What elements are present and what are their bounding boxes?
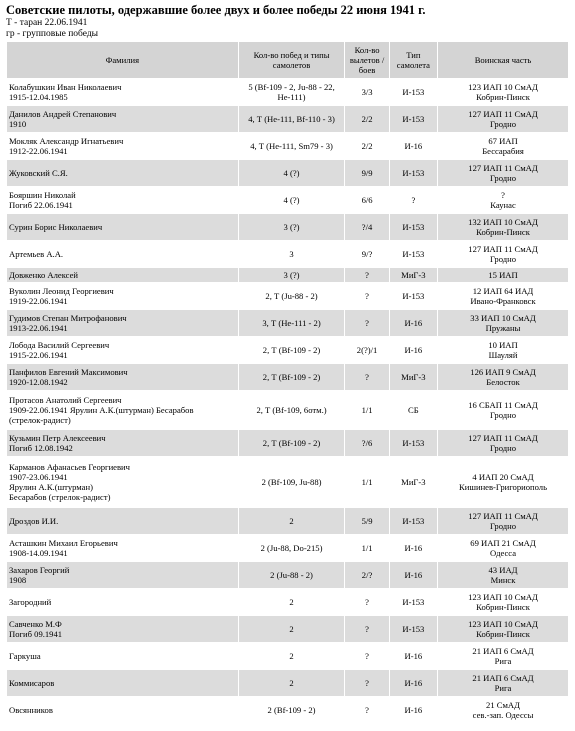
cell-victories [239, 133, 345, 159]
table-row [7, 391, 568, 429]
cell-victories [239, 643, 345, 669]
cell-unit-line: 21 СмАД [486, 700, 520, 710]
cell-sorties: 1/1 [345, 391, 388, 429]
cell-name [7, 457, 238, 507]
cell-aircraft: СБ [390, 391, 437, 429]
cell-victories [239, 187, 345, 213]
cell-name [7, 160, 238, 186]
cell-name-line: 1919-22.06.1941 [9, 296, 68, 306]
cell-name [7, 535, 238, 561]
cell-victories [239, 391, 345, 429]
cell-victories [239, 508, 345, 534]
cell-unit-line: 127 ИАП 11 СмАД [468, 163, 538, 173]
cell-name-line: Дроздов И.И. [9, 516, 59, 526]
cell-name-line: 1910 [9, 119, 27, 129]
cell-unit [438, 535, 568, 561]
cell-victories-line: 3 [289, 249, 294, 259]
cell-name-line: Гудимов Степан Митрофанович [9, 313, 127, 323]
cell-name-line: Карманов Афанасьев Георгиевич [9, 462, 130, 472]
cell-victories [239, 670, 345, 696]
cell-sorties: ? [345, 310, 388, 336]
table-row [7, 283, 568, 309]
cell-unit [438, 562, 568, 588]
cell-name-line: Протасов Анатолий Сергеевич [9, 395, 122, 405]
cell-name-line: Гаркуша [9, 651, 41, 661]
header-aircraft: Тип самолета [390, 42, 437, 78]
table-row [7, 79, 568, 105]
cell-unit-line: Гродно [489, 173, 517, 183]
cell-unit-line: 43 ИАД [488, 565, 518, 575]
cell-name-line: Артемьев А.А. [9, 249, 64, 259]
cell-unit [438, 697, 568, 723]
cell-aircraft: МиГ-3 [390, 364, 437, 390]
cell-aircraft: И-16 [390, 697, 437, 723]
cell-unit-line: Пружаны [485, 323, 521, 333]
cell-unit [438, 589, 568, 615]
cell-name-line: Мокляк Александр Игнатьевич [9, 136, 124, 146]
cell-name [7, 562, 238, 588]
cell-unit-line: Гродно [489, 521, 517, 531]
cell-name [7, 697, 238, 723]
cell-sorties: ?/4 [345, 214, 388, 240]
cell-unit-line: Гродно [489, 410, 517, 420]
table-row [7, 508, 568, 534]
cell-aircraft: И-153 [390, 241, 437, 267]
cell-sorties: ? [345, 697, 388, 723]
cell-name-line: 1912-22.06.1941 [9, 146, 68, 156]
cell-name [7, 283, 238, 309]
cell-name [7, 364, 238, 390]
cell-unit [438, 310, 568, 336]
cell-aircraft: И-153 [390, 160, 437, 186]
cell-unit-line: Ивано-Франковск [470, 296, 536, 306]
table-row [7, 337, 568, 363]
cell-name-line: 1909-22.06.1941 Ярулин А.К.(штурман) Бесарабов [9, 405, 194, 415]
cell-name-line: Бесарабов (стрелок-радист) [9, 492, 111, 502]
table-row [7, 697, 568, 723]
cell-victories-line: 4 (?) [283, 195, 300, 205]
table-row [7, 616, 568, 642]
cell-name-line: Коммисаров [9, 678, 55, 688]
cell-name [7, 430, 238, 456]
cell-unit-line: Рига [494, 656, 512, 666]
cell-unit-line: Каунас [490, 200, 516, 210]
cell-name-line: 1908-14.09.1941 [9, 548, 68, 558]
cell-victories-line: 2 [289, 597, 294, 607]
cell-name-line: 1915-22.06.1941 [9, 350, 68, 360]
cell-unit [438, 364, 568, 390]
cell-aircraft: ? [390, 187, 437, 213]
cell-name-line: Вуколин Леонид Георгиевич [9, 286, 114, 296]
cell-name-line: 1913-22.06.1941 [9, 323, 68, 333]
cell-unit-line: 127 ИАП 11 СмАД [468, 244, 538, 254]
cell-victories-line: 3 (?) [283, 270, 300, 280]
cell-victories-line: 2, Т (Bf-109 - 2) [262, 372, 321, 382]
cell-victories [239, 562, 345, 588]
cell-unit-line: 123 ИАП 10 СмАД [468, 592, 538, 602]
cell-unit [438, 283, 568, 309]
cell-name [7, 106, 238, 132]
cell-unit-line: 33 ИАП 10 СмАД [470, 313, 536, 323]
cell-aircraft: И-16 [390, 133, 437, 159]
table-row [7, 268, 568, 282]
cell-victories-line: 2, Т (Ju-88 - 2) [265, 291, 318, 301]
cell-name-line: 1907-23.06.1941 [9, 472, 68, 482]
cell-aircraft: И-16 [390, 535, 437, 561]
cell-unit-line: 127 ИАП 11 СмАД [468, 109, 538, 119]
cell-victories [239, 535, 345, 561]
cell-sorties: ? [345, 364, 388, 390]
cell-victories [239, 457, 345, 507]
cell-victories [239, 214, 345, 240]
cell-victories [239, 697, 345, 723]
table-row [7, 160, 568, 186]
cell-sorties: 1/1 [345, 535, 388, 561]
cell-unit-line: Минск [490, 575, 516, 585]
cell-sorties: 2/2 [345, 133, 388, 159]
cell-unit [438, 670, 568, 696]
cell-aircraft: И-153 [390, 508, 437, 534]
cell-name [7, 589, 238, 615]
cell-aircraft: И-16 [390, 562, 437, 588]
cell-unit [438, 430, 568, 456]
cell-name [7, 187, 238, 213]
cell-aircraft: И-153 [390, 589, 437, 615]
cell-unit-line: 4 ИАП 20 СмАД [472, 472, 534, 482]
cell-sorties: 2/2 [345, 106, 388, 132]
cell-name-line: Довженко Алексей [9, 270, 78, 280]
cell-unit-line: 21 ИАП 6 СмАД [472, 673, 534, 683]
cell-victories [239, 589, 345, 615]
cell-aircraft: И-16 [390, 310, 437, 336]
cell-aircraft: И-16 [390, 643, 437, 669]
cell-aircraft: МиГ-3 [390, 457, 437, 507]
cell-name-line: Лобода Василий Сергеевич [9, 340, 110, 350]
cell-sorties: ? [345, 670, 388, 696]
cell-unit-line: Гродно [489, 443, 517, 453]
cell-unit-line: 67 ИАП [488, 136, 518, 146]
cell-name-line: Колабушкин Иван Николаевич [9, 82, 122, 92]
table-row [7, 133, 568, 159]
cell-sorties: ? [345, 283, 388, 309]
cell-victories-line: 2 (Bf-109 - 2) [267, 705, 316, 715]
pilots-table [6, 41, 569, 724]
cell-name-line: Овсянников [9, 705, 53, 715]
cell-unit-line: сев.-зап. Одессы [472, 710, 534, 720]
table-header-row [7, 42, 568, 78]
cell-aircraft: И-153 [390, 283, 437, 309]
cell-unit-line: Белосток [486, 377, 520, 387]
cell-aircraft: И-153 [390, 79, 437, 105]
cell-victories-line: 4, Т (He-111, Bf-110 - 3) [248, 114, 335, 124]
cell-unit-line: 69 ИАП 21 СмАД [470, 538, 536, 548]
table-row [7, 670, 568, 696]
cell-unit [438, 106, 568, 132]
cell-sorties: 3/3 [345, 79, 388, 105]
cell-victories-line: 3 (?) [283, 222, 300, 232]
table-body [7, 79, 568, 723]
cell-victories-line: 5 (Bf-109 - 2, Ju-88 - 22, [248, 82, 335, 92]
cell-unit-line: Рига [494, 683, 512, 693]
cell-victories-line: 2, Т (Bf-109, 6отм.) [256, 405, 327, 415]
cell-name-line: Погиб 12.08.1942 [9, 443, 73, 453]
cell-aircraft: И-153 [390, 214, 437, 240]
cell-victories-line: He-111) [277, 92, 306, 102]
table-row [7, 430, 568, 456]
cell-name [7, 310, 238, 336]
cell-name-line: Панфилов Евгений Максимович [9, 367, 128, 377]
cell-name-line: 1920-12.08.1942 [9, 377, 68, 387]
cell-victories-line: 2, Т (Bf-109 - 2) [262, 345, 321, 355]
cell-sorties: 1/1 [345, 457, 388, 507]
cell-aircraft: И-16 [390, 337, 437, 363]
cell-unit-line: 16 СБАП 11 СмАД [468, 400, 538, 410]
cell-aircraft: И-153 [390, 430, 437, 456]
cell-unit-line: Кишинев-Григориополь [459, 482, 548, 492]
cell-victories [239, 616, 345, 642]
cell-unit [438, 79, 568, 105]
cell-unit-line: Кобрин-Пинск [476, 92, 530, 102]
table-row [7, 106, 568, 132]
cell-unit-line: 10 ИАП [488, 340, 518, 350]
table-row [7, 562, 568, 588]
cell-victories-line: 2 (Bf-109, Ju-88) [261, 477, 322, 487]
cell-unit-line: Гродно [489, 254, 517, 264]
cell-sorties: ? [345, 268, 388, 282]
cell-unit-line: 132 ИАП 10 СмАД [468, 217, 538, 227]
cell-unit-line: Кобрин-Пинск [476, 602, 530, 612]
cell-name-line: (стрелок-радист) [9, 415, 71, 425]
cell-unit [438, 268, 568, 282]
cell-victories [239, 106, 345, 132]
cell-name [7, 337, 238, 363]
cell-victories [239, 337, 345, 363]
cell-sorties: ?/6 [345, 430, 388, 456]
cell-name [7, 616, 238, 642]
cell-unit [438, 616, 568, 642]
cell-victories-line: 2 (Ju-88, Do-215) [260, 543, 323, 553]
cell-sorties: ? [345, 616, 388, 642]
cell-unit-line: 12 ИАП 64 ИАД [472, 286, 534, 296]
cell-sorties: 6/6 [345, 187, 388, 213]
cell-victories-line: 2 [289, 651, 294, 661]
cell-victories [239, 241, 345, 267]
cell-name [7, 670, 238, 696]
cell-name-line: Кузьмин Петр Алексеевич [9, 433, 106, 443]
cell-name-line: Погиб 09.1941 [9, 629, 63, 639]
table-row [7, 241, 568, 267]
cell-unit [438, 391, 568, 429]
cell-name-line: Ярулин А.К.(штурман) [9, 482, 93, 492]
cell-sorties: 2(?)/1 [345, 337, 388, 363]
header-unit: Воинская часть [438, 42, 568, 78]
cell-unit [438, 643, 568, 669]
cell-victories-line: 3, Т (He-111 - 2) [262, 318, 321, 328]
cell-unit-line: Гродно [489, 119, 517, 129]
cell-name [7, 391, 238, 429]
page-title: Советские пилоты, одержавшие более двух и более победы 22 июня 1941 г. [6, 3, 426, 17]
cell-victories-line: 2 [289, 624, 294, 634]
cell-sorties: 2/? [345, 562, 388, 588]
cell-unit-line: 127 ИАП 11 СмАД [468, 511, 538, 521]
cell-victories [239, 268, 345, 282]
cell-name [7, 133, 238, 159]
legend-group: гр - групповые победы [6, 29, 99, 39]
cell-unit-line: Шауляй [488, 350, 518, 360]
cell-unit-line: Бессарабия [482, 146, 524, 156]
cell-victories-line: 2 [289, 516, 294, 526]
cell-victories [239, 160, 345, 186]
cell-unit [438, 508, 568, 534]
cell-name-line: Сурин Борис Николаевич [9, 222, 103, 232]
cell-unit [438, 241, 568, 267]
cell-unit-line: ? [501, 190, 505, 200]
header-name: Фамилия [7, 42, 238, 78]
table-row [7, 535, 568, 561]
cell-unit [438, 337, 568, 363]
cell-name-line: Савченко М.Ф [9, 619, 62, 629]
cell-unit [438, 457, 568, 507]
cell-unit-line: 15 ИАП [488, 270, 518, 280]
cell-aircraft: И-153 [390, 616, 437, 642]
cell-unit-line: Одесса [489, 548, 517, 558]
cell-name-line: 1908 [9, 575, 27, 585]
table-row [7, 643, 568, 669]
cell-unit [438, 160, 568, 186]
cell-sorties: ? [345, 643, 388, 669]
table-row [7, 364, 568, 390]
cell-name-line: Погиб 22.06.1941 [9, 200, 73, 210]
cell-name [7, 643, 238, 669]
cell-name-line: Асташкин Михаил Егорьевич [9, 538, 118, 548]
cell-unit-line: 126 ИАП 9 СмАД [470, 367, 536, 377]
cell-sorties: 9/? [345, 241, 388, 267]
cell-victories-line: 2 [289, 678, 294, 688]
cell-unit-line: Кобрин-Пинск [476, 629, 530, 639]
cell-name [7, 79, 238, 105]
cell-name-line: 1915-12.04.1985 [9, 92, 68, 102]
cell-name-line: Бояршин Николай [9, 190, 76, 200]
legend-ram: Т - таран 22.06.1941 [6, 18, 88, 28]
cell-victories [239, 79, 345, 105]
cell-victories-line: 2, Т (Bf-109 - 2) [262, 438, 321, 448]
cell-unit-line: 21 ИАП 6 СмАД [472, 646, 534, 656]
cell-name-line: Данилов Андрей Степанович [9, 109, 117, 119]
table-row [7, 187, 568, 213]
cell-name [7, 268, 238, 282]
cell-name [7, 241, 238, 267]
table-row [7, 310, 568, 336]
cell-unit-line: 123 ИАП 10 СмАД [468, 619, 538, 629]
cell-name-line: Загородний [9, 597, 52, 607]
cell-victories [239, 364, 345, 390]
cell-name-line: Захаров Георгий [9, 565, 70, 575]
cell-name-line: Жуковский С.Я. [9, 168, 68, 178]
cell-name [7, 508, 238, 534]
cell-sorties: 5/9 [345, 508, 388, 534]
cell-victories [239, 310, 345, 336]
cell-sorties: ? [345, 589, 388, 615]
cell-unit [438, 214, 568, 240]
cell-unit-line: 127 ИАП 11 СмАД [468, 433, 538, 443]
cell-aircraft: И-16 [390, 670, 437, 696]
cell-unit-line: Кобрин-Пинск [476, 227, 530, 237]
table-row [7, 214, 568, 240]
cell-sorties: 9/9 [345, 160, 388, 186]
cell-victories-line: 4 (?) [283, 168, 300, 178]
cell-name [7, 214, 238, 240]
header-victories: Кол-во побед и типы самолетов [239, 42, 345, 78]
cell-victories [239, 430, 345, 456]
cell-unit [438, 133, 568, 159]
cell-victories-line: 4, Т (He-111, Sm79 - 3) [250, 141, 333, 151]
cell-victories [239, 283, 345, 309]
table-row [7, 457, 568, 507]
cell-unit-line: 123 ИАП 10 СмАД [468, 82, 538, 92]
header-sorties: Кол-во вылетов / боев [345, 42, 388, 78]
table-row [7, 589, 568, 615]
cell-unit [438, 187, 568, 213]
cell-victories-line: 2 (Ju-88 - 2) [270, 570, 313, 580]
cell-aircraft: МиГ-3 [390, 268, 437, 282]
cell-aircraft: И-153 [390, 106, 437, 132]
